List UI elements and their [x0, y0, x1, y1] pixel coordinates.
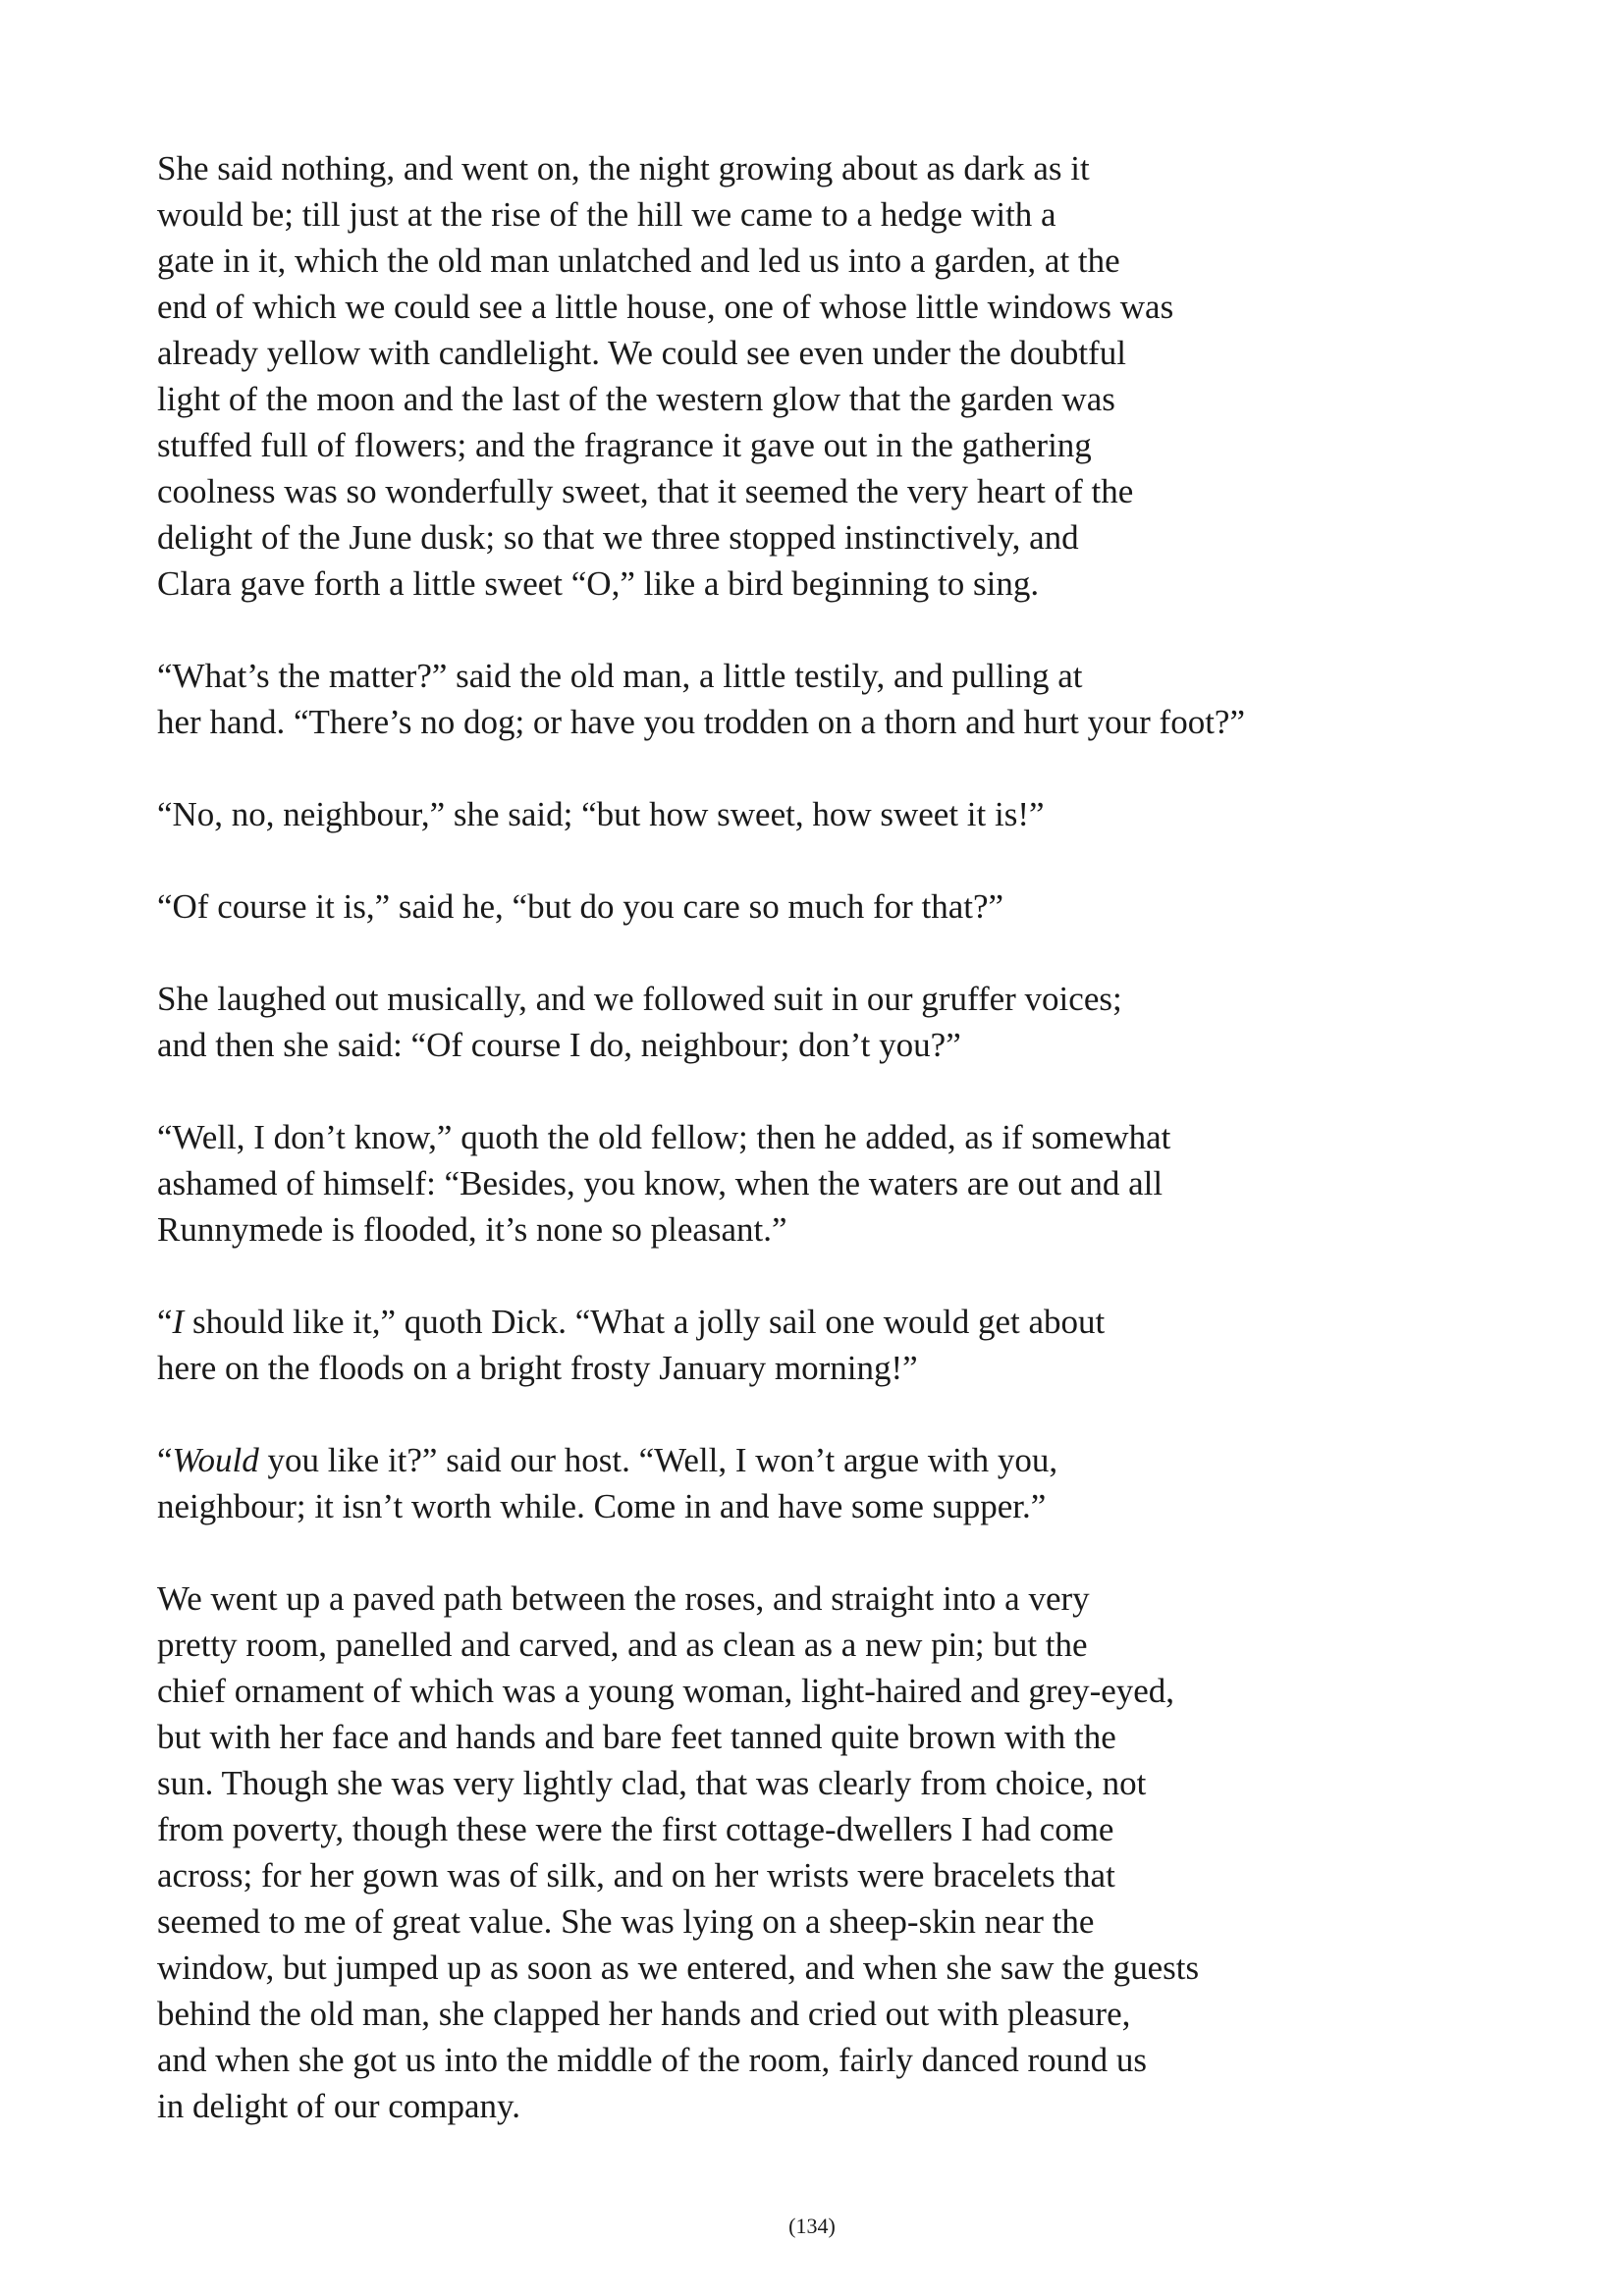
text-line: but with her face and hands and bare feet tanned quite brown with the [157, 1718, 1116, 1756]
text-line: “Of course it is,” said he, “but do you care so much for that?” [157, 887, 1004, 926]
text-line [157, 1437, 1375, 1483]
text-line: Runnymede is flooded, it’s none so pleasant.” [157, 1210, 787, 1249]
paragraph [157, 1114, 1375, 1253]
paragraph [157, 1437, 1375, 1529]
paragraph [157, 976, 1375, 1068]
paragraph [157, 1299, 1375, 1391]
text-line: sun. Though she was very lightly clad, that was clearly from choice, not [157, 1764, 1147, 1802]
text-line: delight of the June dusk; so that we three stopped instinctively, and [157, 518, 1079, 557]
italic-word: Would [172, 1441, 259, 1479]
text-line: and then she said: “Of course I do, neighbour; don’t you?” [157, 1026, 961, 1064]
text-line [157, 1299, 1375, 1345]
paragraph [157, 145, 1375, 607]
text-line: Clara gave forth a little sweet “O,” like a bird beginning to sing. [157, 564, 1040, 603]
line-rest: you like it?” said our host. “Well, I won’t argue with you, [258, 1441, 1058, 1479]
paragraph [157, 1575, 1375, 2129]
text-line: neighbour; it isn’t worth while. Come in and have some supper.” [157, 1487, 1047, 1525]
line-rest: should like it,” quoth Dick. “What a jolly sail one would get about [184, 1303, 1106, 1341]
text-line: window, but jumped up as soon as we entered, and when she saw the guests [157, 1949, 1200, 1987]
italic-word: I [172, 1303, 185, 1341]
text-line: chief ornament of which was a young woman, light-haired and grey-eyed, [157, 1672, 1175, 1710]
text-line: coolness was so wonderfully sweet, that it seemed the very heart of the [157, 472, 1134, 510]
text-line: “What’s the matter?” said the old man, a little testily, and pulling at [157, 657, 1083, 695]
text-line: here on the floods on a bright frosty January morning!” [157, 1349, 918, 1387]
text-line: in delight of our company. [157, 2087, 521, 2125]
text-line: and when she got us into the middle of the room, fairly danced round us [157, 2041, 1147, 2079]
text-line: would be; till just at the rise of the hill we came to a hedge with a [157, 195, 1056, 234]
text-line: pretty room, panelled and carved, and as clean as a new pin; but the [157, 1626, 1088, 1664]
text-line: She said nothing, and went on, the night growing about as dark as it [157, 149, 1090, 187]
text-line: already yellow with candlelight. We could see even under the doubtful [157, 334, 1126, 372]
text-line: “No, no, neighbour,” she said; “but how sweet, how sweet it is!” [157, 795, 1045, 833]
text-line: ashamed of himself: “Besides, you know, when the waters are out and all [157, 1164, 1164, 1202]
open-quote: “ [157, 1441, 173, 1479]
paragraph [157, 791, 1375, 837]
body-text [157, 145, 1375, 2129]
paragraph [157, 883, 1375, 930]
text-line: gate in it, which the old man unlatched and led us into a garden, at the [157, 241, 1120, 280]
text-line: behind the old man, she clapped her hands and cried out with pleasure, [157, 1995, 1131, 2033]
open-quote: “ [157, 1303, 173, 1341]
paragraph [157, 653, 1375, 745]
text-line: stuffed full of flowers; and the fragrance it gave out in the gathering [157, 426, 1092, 464]
text-line: light of the moon and the last of the western glow that the garden was [157, 380, 1115, 418]
text-line: “Well, I don’t know,” quoth the old fellow; then he added, as if somewhat [157, 1118, 1171, 1156]
text-line: end of which we could see a little house, one of whose little windows was [157, 288, 1174, 326]
text-line: seemed to me of great value. She was lying on a sheep-skin near the [157, 1902, 1095, 1941]
text-line: She laughed out musically, and we followed suit in our gruffer voices; [157, 980, 1122, 1018]
page-number: (134) [788, 2214, 836, 2238]
text-line: her hand. “There’s no dog; or have you trodden on a thorn and hurt your foot?” [157, 703, 1246, 741]
text-line: We went up a paved path between the roses, and straight into a very [157, 1579, 1090, 1618]
text-line: from poverty, though these were the first cottage-dwellers I had come [157, 1810, 1114, 1848]
text-line: across; for her gown was of silk, and on her wrists were bracelets that [157, 1856, 1115, 1895]
